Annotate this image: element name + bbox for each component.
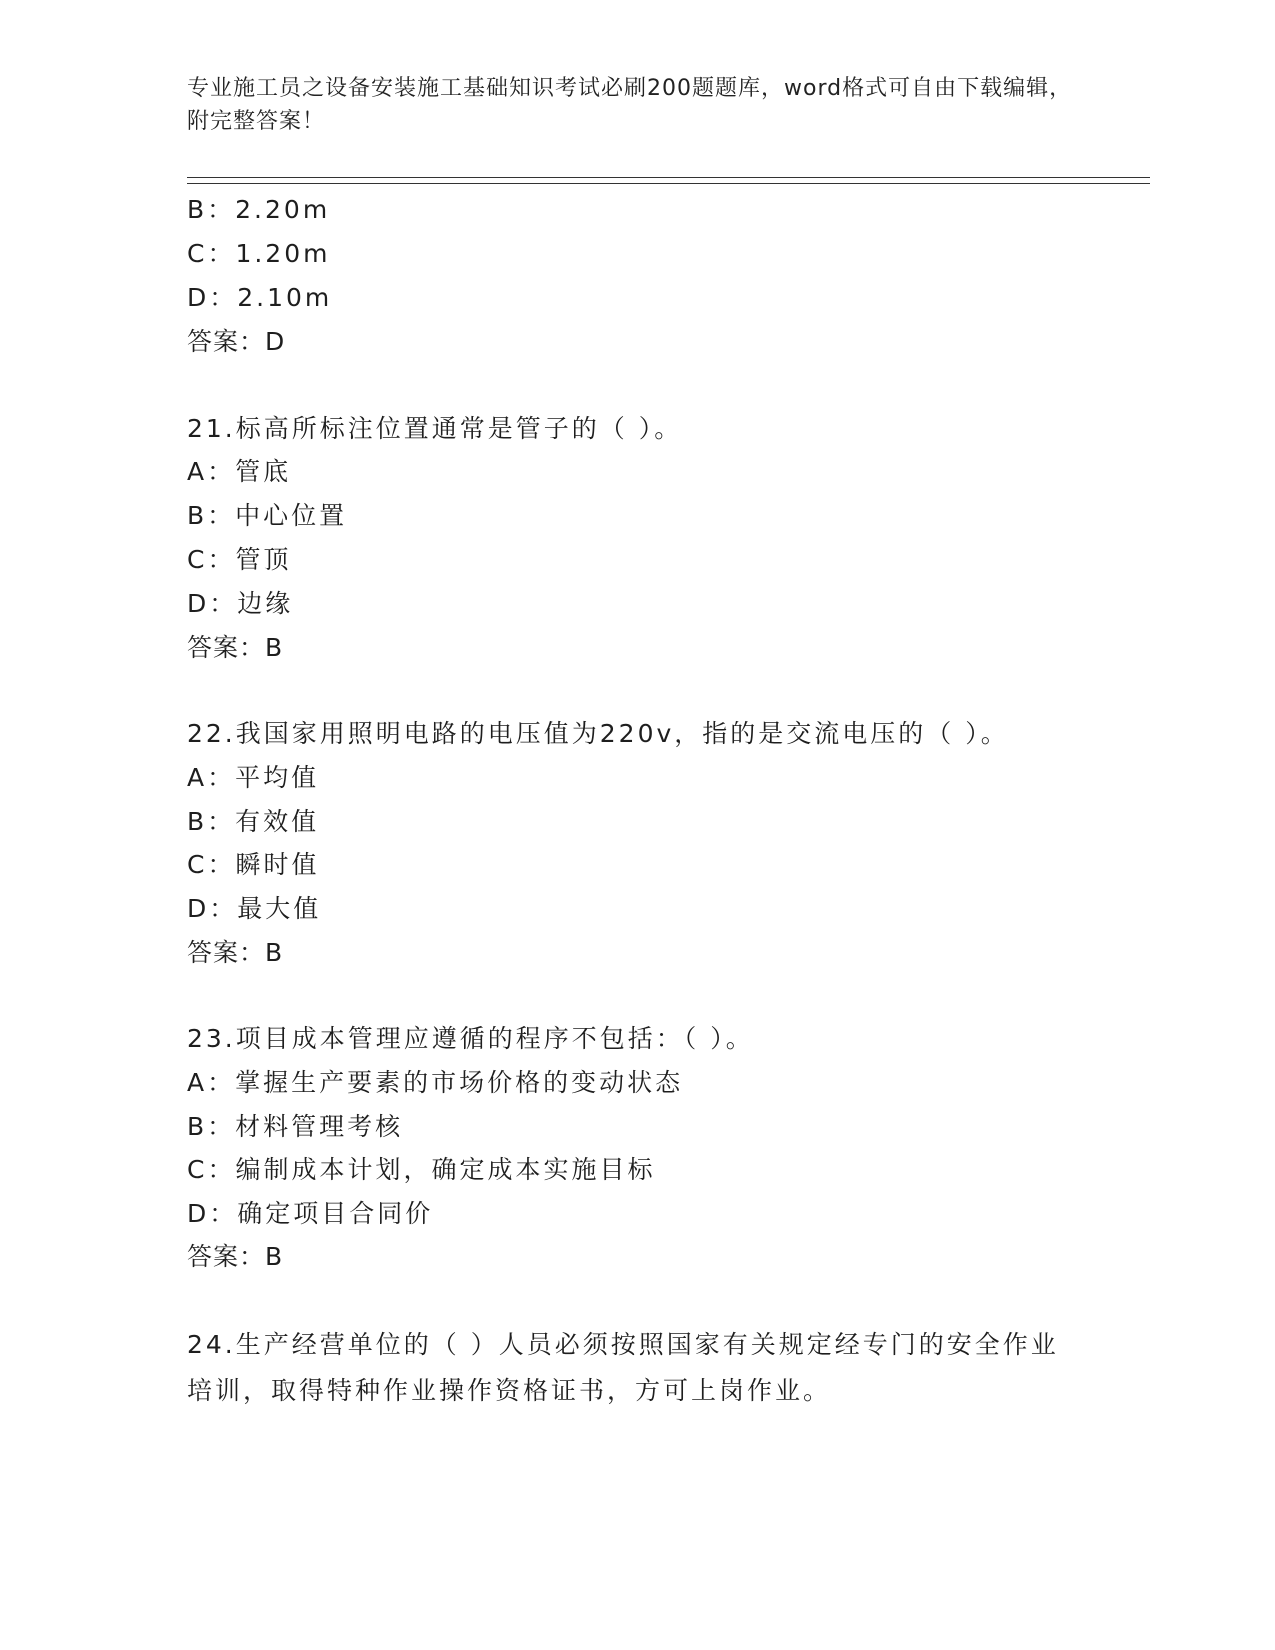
question-23-option-c: C：编制成本计划，确定成本实施目标: [187, 1155, 656, 1184]
question-21-option-b: B：中心位置: [187, 501, 348, 530]
question-23-option-a: A：掌握生产要素的市场价格的变动状态: [187, 1068, 684, 1097]
question-21-answer: 答案：B: [187, 633, 284, 662]
document-header: 专业施工员之设备安装施工基础知识考试必刷200题题库，word格式可自由下载编辑，附完整答案！: [187, 76, 1073, 134]
header-divider-thin: [187, 183, 1150, 184]
question-24-stem: 24.生产经营单位的（ ）人员必须按照国家有关规定经专门的安全作业培训，取得特种作业操作资格证书，方可上岗作业。: [187, 1330, 1059, 1405]
answer-line: 答案：D: [187, 327, 286, 356]
question-23-answer: 答案：B: [187, 1242, 284, 1271]
question-21-option-a: A：管底: [187, 457, 292, 486]
question-23-option-d: D：确定项目合同价: [187, 1199, 434, 1228]
option-d: D：2.10m: [187, 283, 333, 312]
question-23-option-b: B：材料管理考核: [187, 1112, 404, 1141]
question-22-option-d: D：最大值: [187, 894, 322, 923]
question-22-stem: 22.我国家用照明电路的电压值为220v，指的是交流电压的（ ）。: [187, 719, 1009, 748]
question-21-stem: 21.标高所标注位置通常是管子的（ ）。: [187, 414, 683, 443]
option-c: C：1.20m: [187, 239, 331, 268]
option-b: B：2.20m: [187, 195, 331, 224]
header-divider-thick: [187, 177, 1150, 178]
question-21-option-c: C：管顶: [187, 545, 292, 574]
question-22-answer: 答案：B: [187, 938, 284, 967]
question-22-option-b: B：有效值: [187, 807, 320, 836]
question-22-option-a: A：平均值: [187, 763, 320, 792]
question-21-option-d: D：边缘: [187, 589, 294, 618]
question-23-stem: 23.项目成本管理应遵循的程序不包括：（ ）。: [187, 1024, 754, 1053]
question-22-option-c: C：瞬时值: [187, 850, 320, 879]
